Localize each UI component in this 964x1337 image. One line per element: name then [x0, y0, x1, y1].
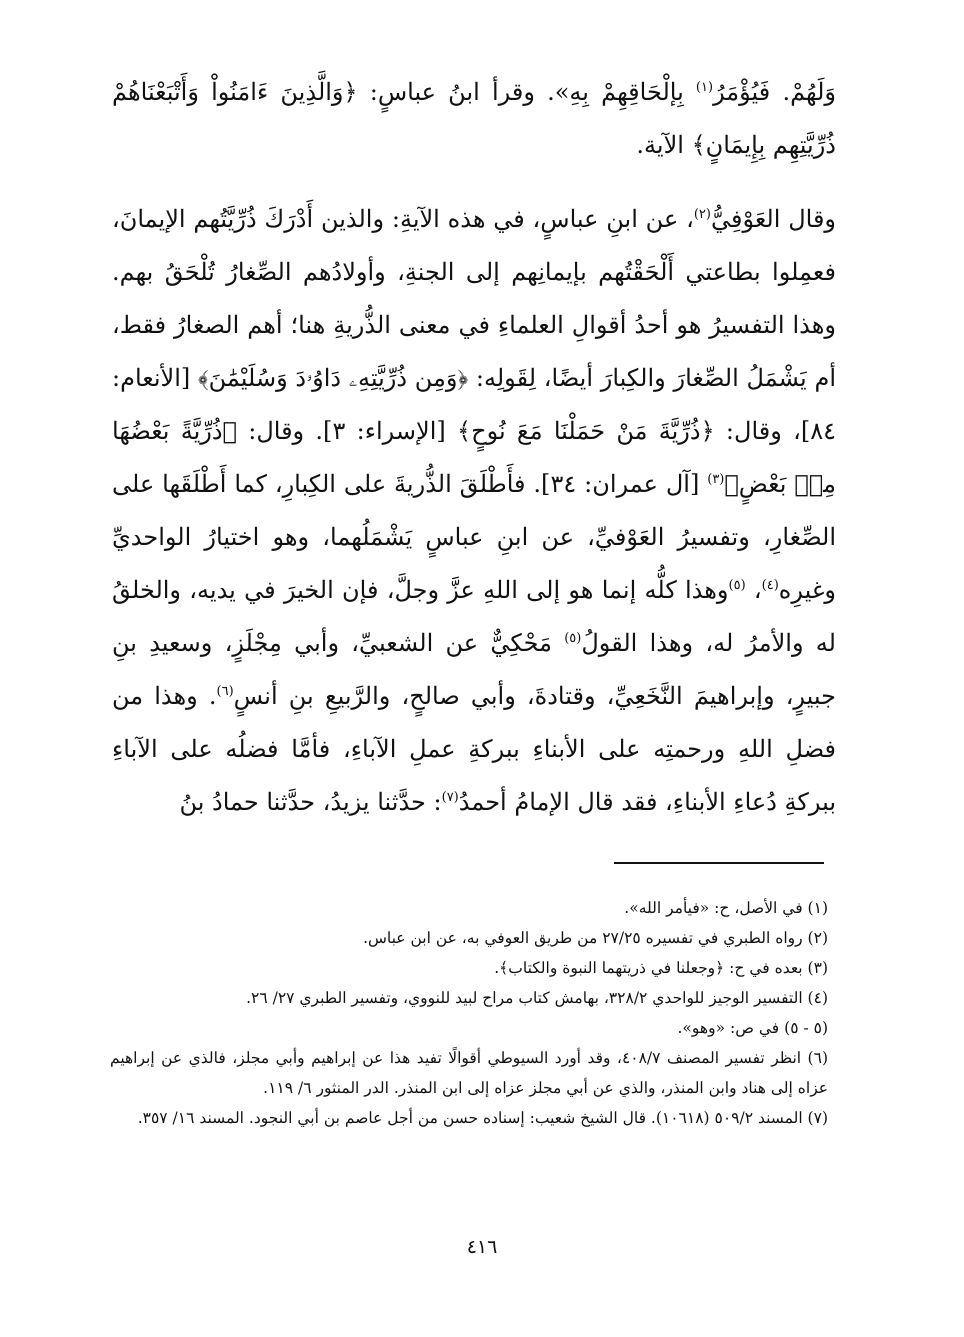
footnote-item: (٧) المسند ٥٠٩/٢ (١٠٦١٨). قال الشيخ شعيب: إسناده حسن من أجل عاصم بن أبي النجود. المسند ١٦/ ٣٥٧. [137, 1109, 828, 1127]
text-segment: : حدَّثنا يزيدُ، حدَّثنا حمادُ بنُ [179, 788, 442, 816]
page-number: ٤١٦ [466, 1236, 498, 1258]
footnote-item: (٤) التفسير الوجيز للواحدي ٣٢٨/٢، بهامش كتاب مراح لبيد للنووي، وتفسير الطبري ٢٧/ ٢٦. [246, 989, 828, 1007]
text-segment: وهذا كلُّه إنما هو إلى اللهِ عزَّ وجلَّ، فإن الخيرَ في يديه، والخلقُ له والأمرُ له، وهذا القولُ [112, 576, 836, 657]
text-segment: . وهذا من فضلِ اللهِ ورحمتِه على الأبناءِ ببركةِ عملِ الآباءِ، فأمَّا فضلُه على الآباءِ ببركةِ دُعاءِ الأبناءِ، فقد قال الإمامُ أحمدُ [112, 682, 836, 816]
paragraph-2 [112, 193, 836, 829]
footnote-marker-7: (٧) [441, 790, 459, 805]
text-segment: وقال العَوْفِيُّ [710, 205, 837, 233]
text-segment: ، عن ابنِ عباسٍ، في هذه الآيةِ: والذين أَدْرَكَ ذُرِّيَّتُهم الإيمانَ، فعمِلوا بطاعتي أَلْحَقْتُهم بإيمانِهم إلى الجنةِ، وأولادُهم الصِّغارُ تُلْحَقُ بهم. وهذا التفسيرُ هو أحدُ أقوالِ العلماءِ في معنى الذُّريةِ هنا؛ أهم الصغارُ فقط، أم يَشْمَلُ الصِّغارَ والكِبارَ أيضًا، لِقَولِه: ﴿وَمِن ذُرِّيَّتِهِۦ دَاوُۥدَ وَسُلَيْمَٰنَ﴾ [الأنعام: ٨٤]، وقال: ﴿ذُرِّيَّةَ مَنْ حَمَلْنَا مَعَ نُوحٍ﴾ [الإسراء: ٣]. وقال: ﴿ذُرِّيَّةً بَعْضُهَا مِنۢ بَعْضٍ﴾ [112, 205, 837, 498]
footnote-marker-4: (٤) [761, 578, 779, 593]
footnotes-list [110, 893, 828, 1133]
footnote-marker-3: (٣) [707, 472, 725, 487]
text-segment: مَحْكِيٌّ عن الشعبيِّ، وأبي مِجْلَزٍ، وسعيدِ بنِ جبيرٍ، وإبراهيمَ النَّخَعِيِّ، وقتادةَ، وأبي صالحٍ، والرَّبيعِ بنِ أنسٍ [112, 629, 836, 710]
footnote-item: (١) في الأصل، ح: «فيأمر الله». [624, 899, 828, 917]
footnote-item: (٦) انظر تفسير المصنف ٤٠٨/٧، وقد أورد السيوطي أقوالًا تفيد هذا عن إبراهيم وأبي مجلز، فالذي عن إبراهيم عزاه إلى هناد وابن المنذر، والذي عن أبي مجلز عزاه إلى ابن المنذر. الدر المنثور ٦/ ١١٩. [110, 1049, 828, 1097]
footnote-marker-6: (٦) [216, 684, 234, 699]
paragraph-1 [112, 66, 836, 172]
footnote-item: (٢) رواه الطبري في تفسيره ٢٧/٢٥ من طريق العوفي به، عن ابن عباس. [363, 929, 828, 947]
text-segment: ، [745, 576, 762, 604]
footnote-marker-2: (٢) [693, 207, 711, 222]
text-segment: وَلَهُمْ. فَيُؤْمَرُ [713, 78, 837, 106]
footnote-separator [614, 862, 824, 864]
footnote-marker-5-start: (٥) [728, 578, 746, 593]
text-segment: [آل عمران: ٣٤]. فأَطْلَقَ الذُّريةَ على الكِبارِ، كما أَطْلَقَها على الصِّغارِ، وتفسيرُ العَوْفيِّ، عن ابنِ عباسٍ يَشْمَلُهما، وهو اختيارُ الواحديِّ وغيرِه [112, 470, 836, 604]
text-segment: بِإلْحَاقِهِمْ بِهِ». وقرأ ابنُ عباسٍ: ﴿وَالَّذِينَ ءَامَنُواْ وَأَتْبَعْنَاهُمْ ذُرِّيَّتِهِم بِإِيمَانٍ﴾ الآية. [112, 78, 836, 159]
footnote-item: (٥ - ٥) في ص: «وهو». [677, 1019, 828, 1037]
footnote-marker-5-end: (٥) [564, 631, 582, 646]
footnote-item: (٣) بعده في ح: ﴿وجعلنا في ذريتهما النبوة والكتاب﴾. [494, 959, 828, 977]
footnote-marker-1: (١) [695, 80, 714, 95]
